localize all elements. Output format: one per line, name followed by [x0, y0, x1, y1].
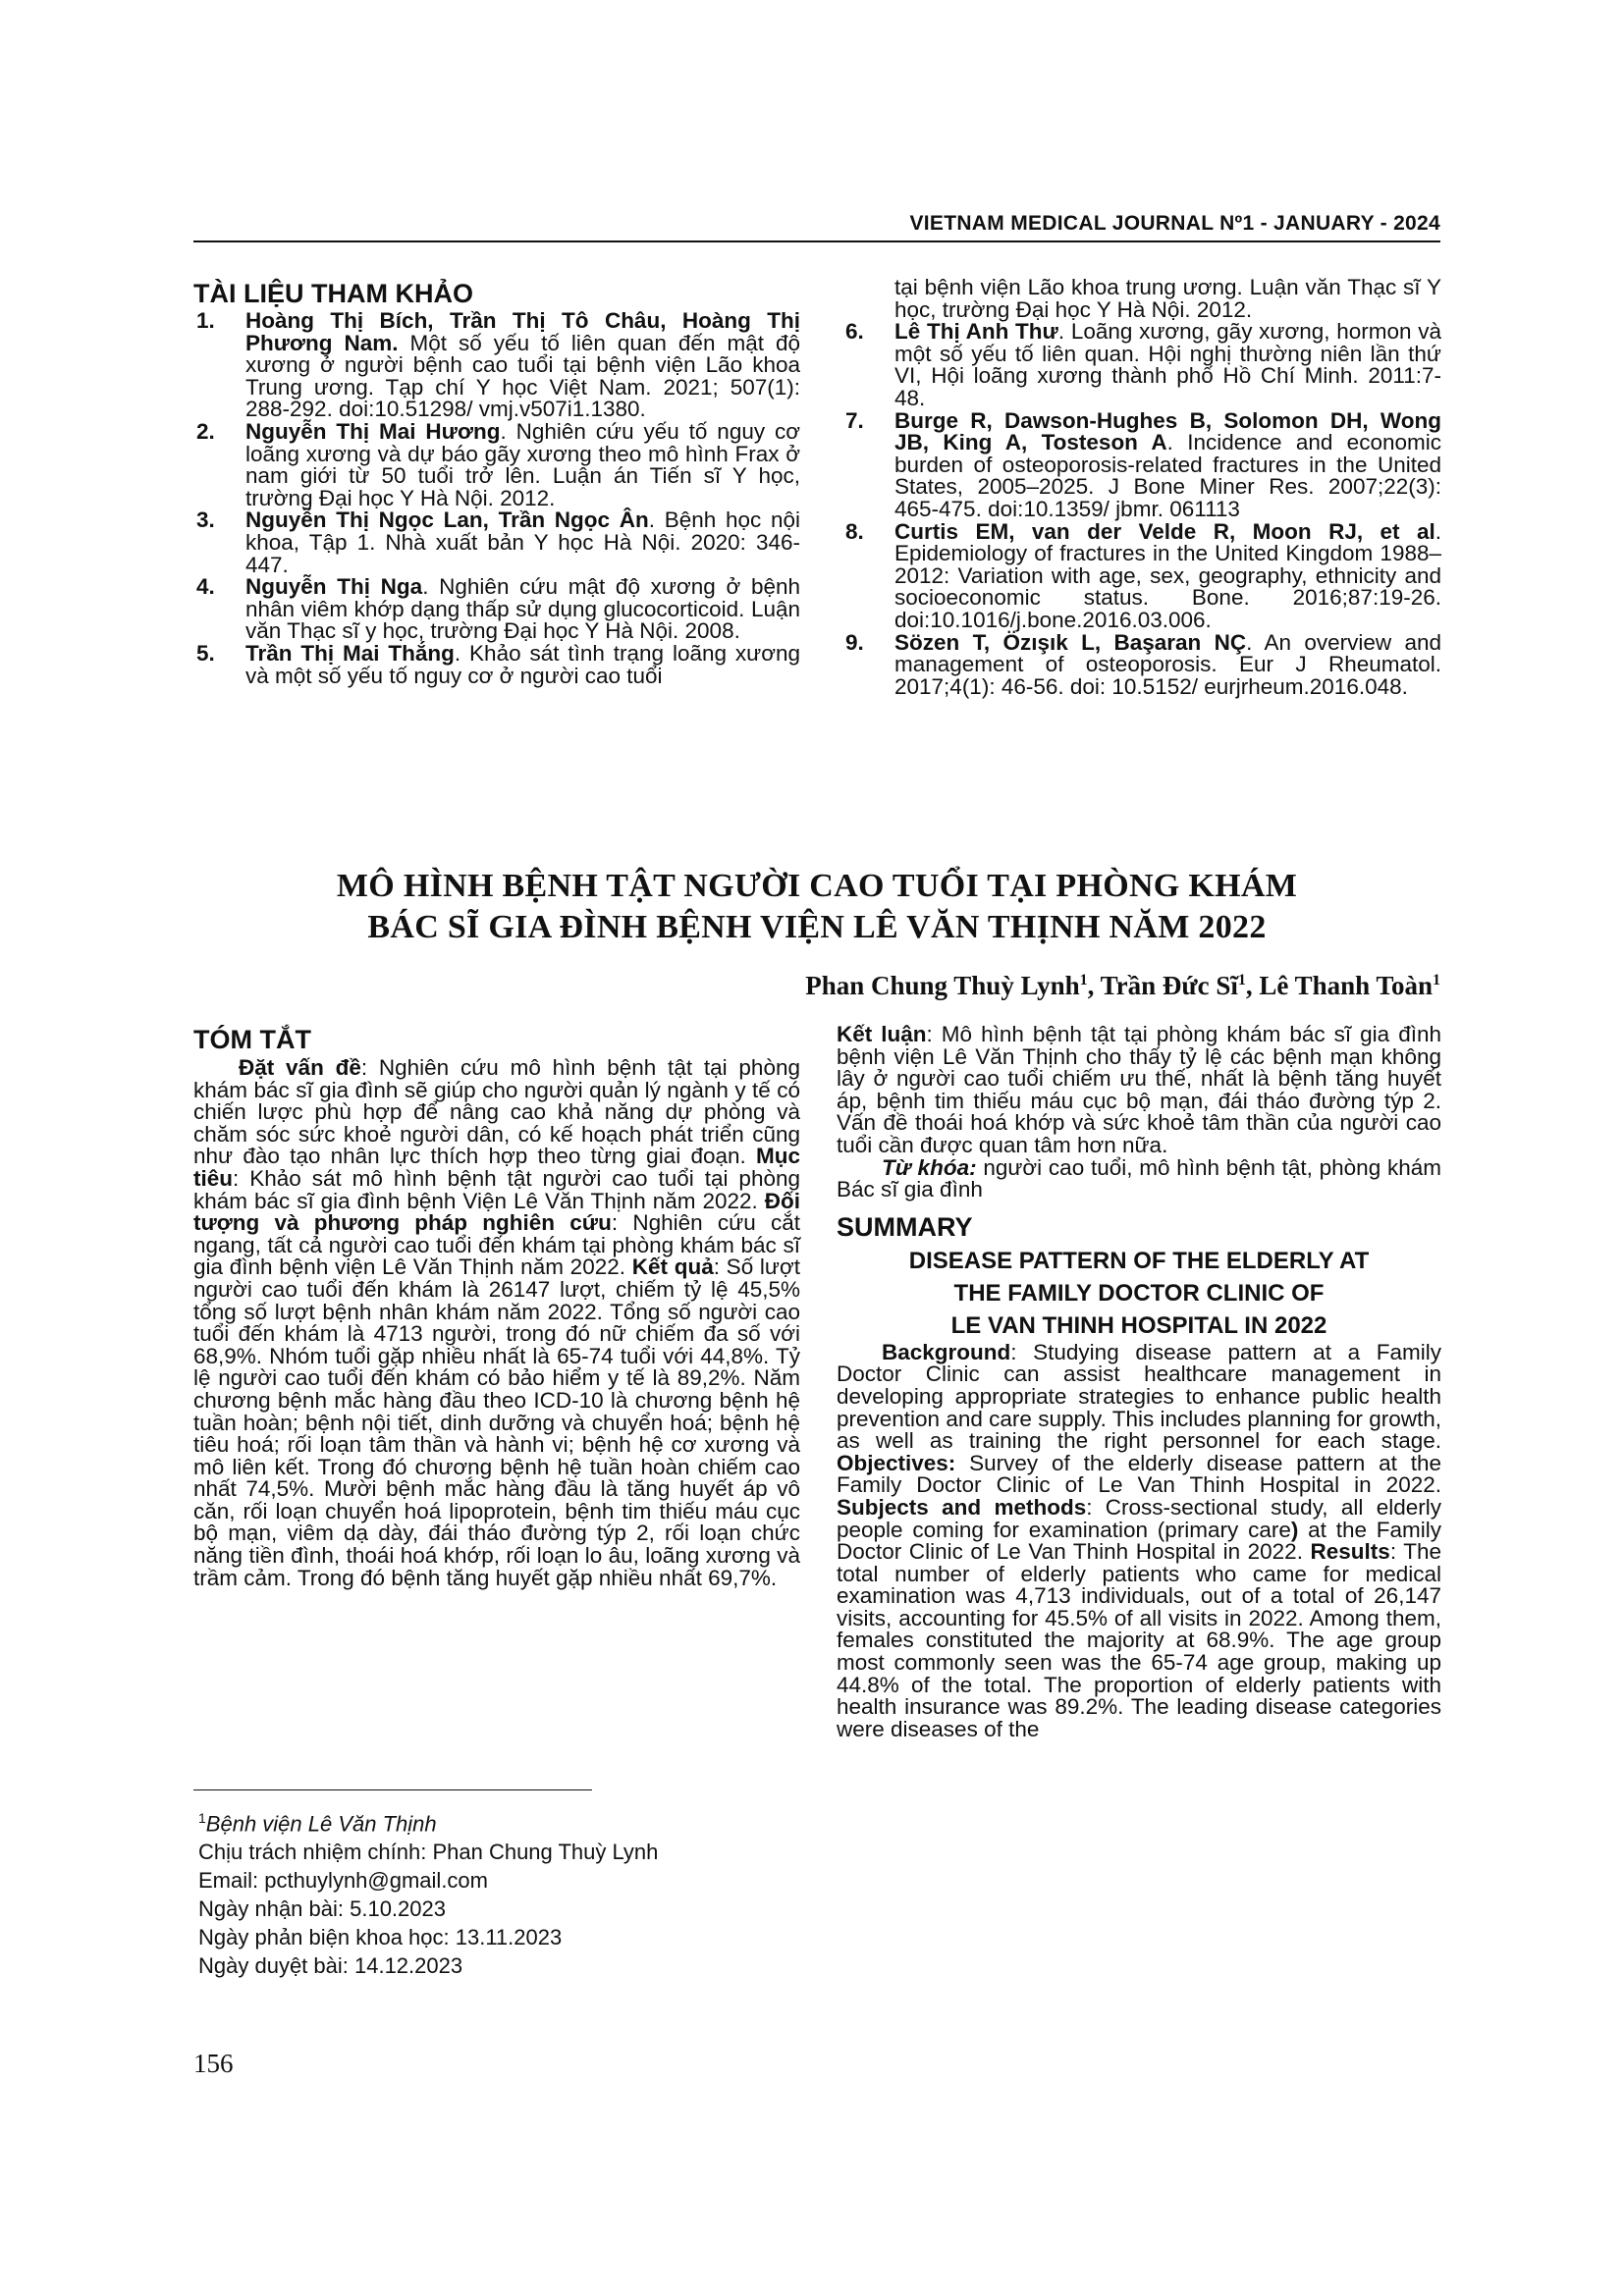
methods-label: Đối tượng và phương pháp nghiên cứu	[193, 1188, 800, 1236]
results-text-en: : The total number of elderly patients who came for medical examination was 4,713 individuals, out of a total of 26,147 visits, accounting for 45.5% of all visits in 2022. Among them, females constituted the majority at 68.9%. The age group most commonly seen was the 65-74 age group, making up 44.8% of the total. The proportion of elderly patients with health insurance was 89.2%. The leading disease categories were diseases of the	[837, 1539, 1441, 1741]
author-list	[193, 971, 1440, 1001]
abstract-vi-body	[193, 1057, 800, 1589]
reference-number: 7.	[845, 407, 864, 433]
reference-number: 8.	[845, 518, 864, 544]
reference-item	[193, 640, 800, 688]
article-title	[193, 866, 1440, 948]
reference-authors: Nguyễn Thị Mai Hương	[245, 418, 501, 444]
running-header: VIETNAM MEDICAL JOURNAL Nº1 - JANUARY - 2024	[909, 212, 1440, 235]
article-title-line: MÔ HÌNH BỆNH TẬT NGƯỜI CAO TUỔI TẠI PHÒNG KHÁM	[336, 868, 1298, 904]
objective-text: : Khảo sát mô hình bệnh tật người cao tuổi tại phòng khám bác sĩ gia đình bệnh Viện Lê Văn Thịnh năm 2022.	[193, 1165, 800, 1213]
reference-authors: Curtis EM, van der Velde R, Moon RJ, et al	[894, 518, 1435, 544]
abstract-vi-left-column	[193, 1024, 800, 1589]
reference-authors: Sözen T, Özışık L, Başaran NÇ	[894, 629, 1247, 655]
background-text-en: : Studying disease pattern at a Family Doctor Clinic can assist healthcare management in developing appropriate strategies to enhance public health prevention and care supply. This includes planning for growth, as well as training the right personnel for each stage.	[837, 1339, 1441, 1454]
author-separator: ,	[1087, 971, 1101, 1000]
footnote-reviewed: Ngày phản biện khoa học: 13.11.2023	[198, 1925, 563, 1950]
reference-text: . Bệnh học nội khoa, Tập 1. Nhà xuất bản Y học Hà Nội. 2020: 346-447.	[245, 507, 800, 577]
author-name: Lê Thanh Toàn	[1259, 971, 1433, 1000]
results-label-en: Results	[1310, 1539, 1390, 1565]
reference-item	[842, 407, 1441, 521]
reference-number: 3.	[196, 507, 215, 533]
objective-label: Mục tiêu	[193, 1144, 800, 1191]
reference-authors: Trần Thị Mai Thắng	[245, 640, 455, 666]
affiliation-mark: 1	[198, 1810, 206, 1826]
methods-paren: )	[1290, 1517, 1299, 1542]
references-right-column	[842, 277, 1441, 698]
references-left-column	[193, 277, 800, 687]
background-text: : Nghiên cứu mô hình bệnh tật tại phòng khám bác sĩ gia đình sẽ giúp cho người quản lý ngành y tế có chiến lược phù hợp để nâng cao khả năng dự phòng và chăm sóc sức khoẻ người dân, có kế hoạch phát triển cũng như đào tạo nhân lực thích hợp theo từng giai đoạn.	[193, 1055, 800, 1169]
summary-title-line: DISEASE PATTERN OF THE ELDERLY AT	[908, 1247, 1370, 1274]
author-affiliation-mark: 1	[1237, 972, 1246, 988]
footnote-responsible: Chịu trách nhiệm chính: Phan Chung Thuỳ Lynh	[198, 1840, 659, 1865]
reference-text: tại bệnh viện Lão khoa trung ương. Luận văn Thạc sĩ Y học, trường Đại học Y Hà Nội. 2012.	[894, 275, 1441, 322]
summary-heading: SUMMARY	[837, 1211, 973, 1242]
reference-item	[842, 518, 1441, 632]
reference-item	[842, 629, 1441, 699]
reference-text: . Loãng xương, gãy xương, hormon và một số yếu tố liên quan. Hội nghị thường niên lần thứ VI, Hội loãng xương thành phố Hồ Chí Minh. 2011:7-48.	[894, 319, 1441, 410]
methods-label-en: Subjects and methods	[837, 1494, 1087, 1520]
reference-number: 5.	[196, 640, 215, 666]
header-rule	[193, 240, 1440, 242]
summary-body	[837, 1339, 1441, 1741]
author-separator: ,	[1245, 971, 1260, 1000]
reference-text: . Incidence and economic burden of osteoporosis-related fractures in the United States, 2005–2025. J Bone Miner Res. 2007;22(3): 465-475. doi:10.1359/ jbmr. 061113	[894, 430, 1441, 521]
reference-text: . An overview and management of osteoporosis. Eur J Rheumatol. 2017;4(1): 46-56. doi: 10.5152/ eurjrheum.2016.048.	[894, 629, 1441, 699]
footnote-email: Email: pcthuylynh@gmail.com	[198, 1868, 488, 1894]
reference-number: 4.	[196, 574, 215, 600]
footnote-received: Ngày nhận bài: 5.10.2023	[198, 1896, 446, 1922]
methods-text: : Nghiên cứu cắt ngang, tất cả người cao tuổi đến khám tại phòng khám bác sĩ gia đình bệnh viện Lê Văn Thịnh năm 2022.	[193, 1210, 800, 1280]
abstract-vi-conclusion	[837, 1024, 1441, 1157]
reference-text: . Khảo sát tình trạng loãng xương và một số yếu tố nguy cơ ở người cao tuổi	[245, 640, 800, 688]
reference-number: 9.	[845, 629, 864, 655]
abstract-right-column	[837, 1024, 1441, 1740]
objectives-text-en: Survey of the elderly disease pattern at the Family Doctor Clinic of Le Van Thinh Hospital in 2022.	[837, 1450, 1441, 1498]
reference-text: . Nghiên cứu yếu tố nguy cơ loãng xương và dự báo gãy xương theo mô hình Frax ở nam giới từ 50 tuổi trở lên. Luận án Tiến sĩ Y học, trường Đại học Y Hà Nội. 2012.	[245, 418, 800, 510]
reference-item	[193, 509, 800, 576]
reference-item	[193, 310, 800, 421]
reference-text: Một số yếu tố liên quan đến mật độ xương ở người bệnh cao tuổi tại bệnh viện Lão khoa Trung ương. Tạp chí Y học Việt Nam. 2021; 507(1): 288-292. doi:10.51298/ vmj.v507i1.1380.	[245, 330, 800, 422]
references-heading: TÀI LIỆU THAM KHẢO	[193, 279, 473, 308]
author-name: Phan Chung Thuỳ Lynh	[805, 971, 1080, 1000]
author-name: Trần Đức Sĩ	[1100, 971, 1238, 1000]
summary-title-line: THE FAMILY DOCTOR CLINIC OF	[953, 1279, 1325, 1307]
author-affiliation-mark: 1	[1079, 972, 1088, 988]
methods-text-en-2: at the Family Doctor Clinic of Le Van Thinh Hospital in 2022.	[837, 1517, 1441, 1565]
methods-text-en: : Cross-sectional study, all elderly people coming for examination (primary care	[837, 1494, 1441, 1542]
background-label: Đặt vấn đề	[239, 1055, 361, 1080]
affiliation-text: Bệnh viện Lê Văn Thịnh	[205, 1811, 437, 1837]
keywords	[837, 1154, 1441, 1202]
reference-number: 2.	[196, 418, 215, 444]
reference-text: . Epidemiology of fractures in the United Kingdom 1988–2012: Variation with age, sex, geography, ethnicity and socioeconomic status. Bone. 2016;87:19-26. doi:10.1016/j.bone.2016.03.006.	[894, 518, 1441, 632]
keywords-text: người cao tuổi, mô hình bệnh tật, phòng khám Bác sĩ gia đình	[837, 1154, 1441, 1202]
reference-authors: Nguyễn Thị Ngọc Lan, Trần Ngọc Ân	[245, 507, 649, 533]
reference-text: . Nghiên cứu mật độ xương ở bệnh nhân viêm khớp dạng thấp sử dụng glucocorticoid. Luận văn Thạc sĩ y học, trường Đại học Y Hà Nội. 2008.	[245, 574, 800, 644]
results-text: : Số lượt người cao tuổi đến khám là 26147 lượt, chiếm tỷ lệ 45,5% tổng số lượt bệnh nhân khám năm 2022. Tổng số người cao tuổi đến khám là 4713 người, trong đó nữ chiếm đa số với 68,9%. Nhóm tuổi gặp nhiều nhất là 65-74 tuổi với 44,8%. Tỷ lệ người cao tuổi đến khám có bảo hiểm y tế là 89,2%. Năm chương bệnh mắc hàng đầu theo ICD-10 là chương bệnh hệ tuần hoàn; bệnh nội tiết, dinh dưỡng và chuyển hoá; bệnh hệ tiêu hoá; rối loạn tâm thần và hành vi; bệnh hệ cơ xương và mô liên kết. Trong đó chương bệnh hệ tuần hoàn chiếm cao nhất 74,5%. Mười bệnh mắc hàng đầu là tăng huyết áp vô căn, rối loạn chuyển hoá lipoprotein, bệnh tim thiếu máu cục bộ mạn, viêm dạ dày, đái tháo đường týp 2, rối loạn chức năng tiền đình, thoái hoá khớp, rối loạn lo âu, loãng xương và trầm cảm. Trong đó bệnh tăng huyết gặp nhiều nhất 69,7%.	[193, 1255, 800, 1590]
reference-authors: Nguyễn Thị Nga	[245, 574, 423, 600]
author-affiliation-mark: 1	[1433, 972, 1440, 988]
page-number: 156	[193, 2049, 234, 2078]
reference-item	[193, 418, 800, 510]
footnote-rule	[193, 1789, 592, 1790]
conclusion-text: : Mô hình bệnh tật tại phòng khám bác sĩ gia đình bệnh viện Lê Văn Thịnh cho thấy tỷ lệ các bệnh mạn không lây ở người cao tuổi chiếm ưu thế, nhất là bệnh tăng huyết áp, bệnh tim thiếu máu cục bộ mạn, đái tháo đường týp 2. Vấn đề thoái hoá khớp và sức khoẻ tâm thần của người cao tuổi cần được quan tâm hơn nữa.	[837, 1022, 1442, 1157]
reference-number: 1.	[196, 308, 215, 333]
footnotes	[198, 1804, 787, 1980]
objectives-label-en: Objectives:	[837, 1450, 956, 1475]
summary-title-line: LE VAN THINH HOSPITAL IN 2022	[950, 1311, 1327, 1339]
reference-authors: Hoàng Thị Bích, Trần Thị Tô Châu, Hoàng Thị Phương Nam.	[245, 308, 800, 355]
article-title-line: BÁC SĨ GIA ĐÌNH BỆNH VIỆN LÊ VĂN THỊNH NĂM 2022	[367, 909, 1267, 945]
keywords-label: Từ khóa:	[882, 1154, 977, 1180]
reference-authors: Burge R, Dawson-Hughes B, Solomon DH, Wong JB, King A, Tosteson A	[894, 407, 1441, 455]
abstract-vi-heading: TÓM TẮT	[193, 1025, 311, 1054]
reference-item	[193, 576, 800, 643]
reference-authors: Lê Thị Anh Thư	[894, 319, 1058, 345]
background-label-en: Background	[882, 1339, 1011, 1364]
reference-item-continued	[842, 277, 1441, 321]
footnote-affiliation	[198, 1804, 787, 1838]
results-label: Kết quả	[631, 1255, 714, 1280]
summary-title	[837, 1245, 1441, 1342]
reference-item	[842, 321, 1441, 409]
conclusion-label: Kết luận	[837, 1022, 927, 1046]
reference-number: 6.	[845, 319, 864, 345]
footnote-accepted: Ngày duyệt bài: 14.12.2023	[198, 1953, 463, 1979]
